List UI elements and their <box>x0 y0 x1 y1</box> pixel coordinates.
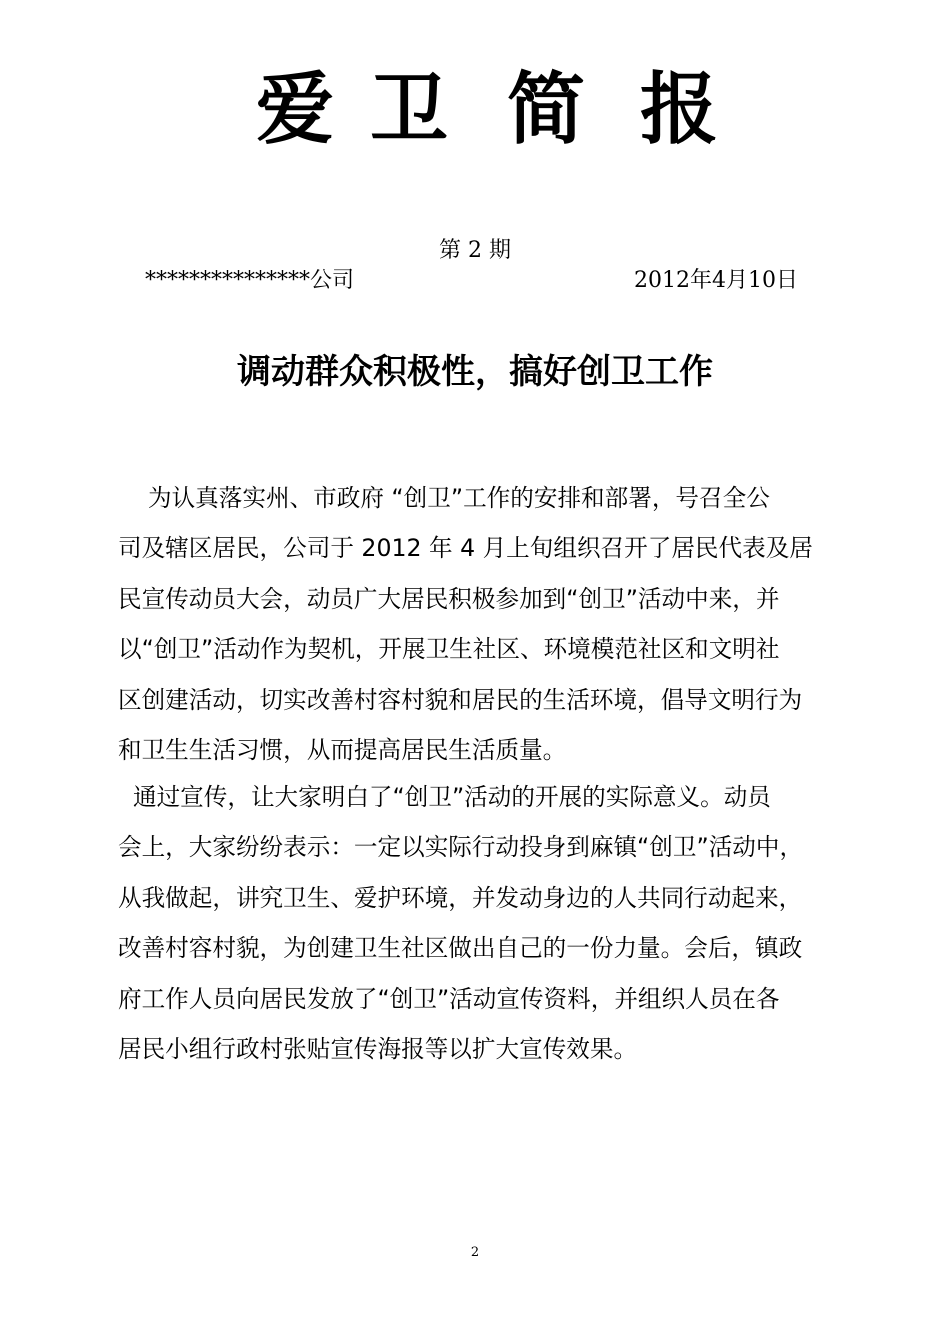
paragraph-line: 会上，大家纷纷表示：一定以实际行动投身到麻镇“创卫”活动中， <box>118 833 804 862</box>
masthead-char: 爱 <box>256 65 335 155</box>
paragraph-line: 和卫生生活习惯，从而提高居民生活质量。 <box>118 735 567 764</box>
paragraph-line: 司及辖区居民，公司于 2012 年 4 月上旬组织召开了居民代表及居 <box>118 534 813 563</box>
article-headline: 调动群众积极性，搞好创卫工作 <box>237 352 713 392</box>
paragraph-line: 居民小组行政村张贴宣传海报等以扩大宣传效果。 <box>118 1034 638 1063</box>
paragraph-line: 改善村容村貌，为创建卫生社区做出自己的一份力量。会后，镇政 <box>118 934 803 963</box>
paragraph-line: 以“创卫”活动作为契机，开展卫生社区、环境模范社区和文明社 <box>118 635 780 664</box>
masthead-char: 报 <box>640 65 719 155</box>
paragraph-line: 从我做起，讲究卫生、爱护环境，并发动身边的人共同行动起来， <box>118 883 803 912</box>
paragraph-line: 府工作人员向居民发放了“创卫”活动宣传资料，并组织人员在各 <box>118 984 780 1013</box>
issue-date: 2012年4月10日 <box>634 268 798 293</box>
paragraph-1 <box>118 473 863 775</box>
masthead-char: 卫 <box>370 65 449 155</box>
paragraph-line: 区创建活动，切实改善村容村貌和居民的生活环境，倡导文明行为 <box>118 685 803 714</box>
masthead-char: 简 <box>507 65 586 155</box>
issue-number: 第 2 期 <box>439 238 511 263</box>
paragraph-line: 民宣传动员大会，动员广大居民积极参加到“创卫”活动中来，并 <box>118 584 780 613</box>
page-number: 2 <box>470 1245 480 1260</box>
company-name: ***************公司 <box>145 268 355 293</box>
paragraph-line: 通过宣传，让大家明白了“创卫”活动的开展的实际意义。动员 <box>118 783 771 811</box>
newsletter-masthead <box>0 60 950 170</box>
paragraph-line: 为认真落实州、市政府 “创卫”工作的安排和部署，号召全公 <box>118 484 770 512</box>
paragraph-2 <box>118 772 863 1074</box>
